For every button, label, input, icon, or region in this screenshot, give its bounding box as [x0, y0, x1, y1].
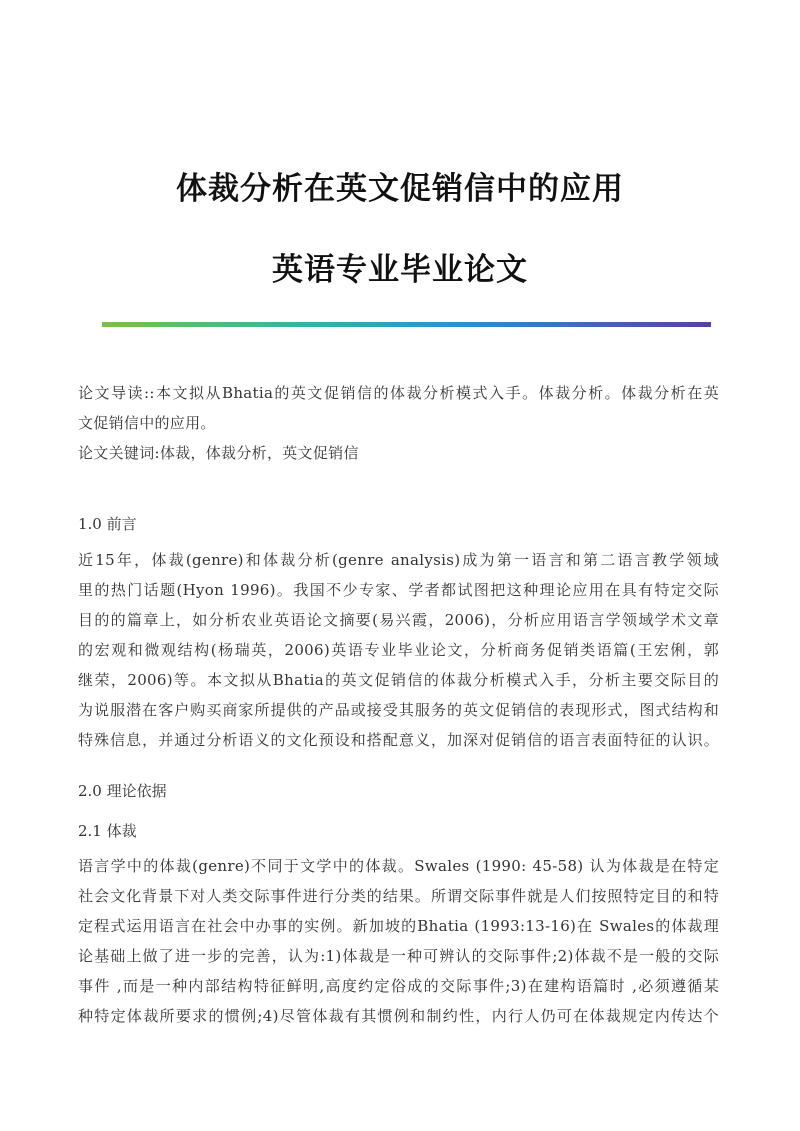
paragraph-line: 为说服潜在客户购买商家所提供的产品或接受其服务的英文促销信的表现形式，图式结构和 [78, 701, 719, 719]
section-heading-genre: 2.1 体裁 [78, 822, 137, 840]
paragraph-line: 语言学中的体裁(genre)不同于文学中的体裁。Swales (1990: 45-58) 认为体裁是在特定 [78, 857, 719, 875]
section-genre-body [78, 851, 719, 1031]
paragraph-line: 近15年，体裁(genre)和体裁分析(genre analysis)成为第一语言和第二语言教学领域 [78, 551, 719, 569]
section-heading-intro: 1.0 前言 [78, 515, 137, 533]
document-title: 体裁分析在英文促销信中的应用 [176, 171, 624, 207]
paragraph-line: 里的热门话题(Hyon 1996)。我国不少专家、学者都试图把这种理论应用在具有特定交际 [78, 581, 719, 599]
document-subtitle: 英语专业毕业论文 [272, 252, 528, 288]
section-intro-body [78, 545, 719, 755]
abstract [78, 378, 719, 468]
paragraph-line: 事件 ,而是一种内部结构特征鲜明,高度约定俗成的交际事件;3)在建构语篇时 ,必须遵循某 [78, 977, 719, 995]
abstract-line: 论文导读::本文拟从Bhatia的英文促销信的体裁分析模式入手。体裁分析。体裁分析在英 [78, 384, 719, 402]
paragraph-line: 种特定体裁所要求的惯例;4)尽管体裁有其惯例和制约性，内行人仍可在体裁规定内传达个 [78, 1007, 719, 1025]
abstract-line: 文促销信中的应用。 [78, 414, 216, 432]
keywords: 论文关键词:体裁，体裁分析，英文促销信 [78, 444, 359, 462]
paragraph-line: 论基础上做了进一步的完善，认为:1)体裁是一种可辨认的交际事件;2)体裁不是一般的交际 [78, 947, 719, 965]
paragraph-line: 社会文化背景下对人类交际事件进行分类的结果。所谓交际事件就是人们按照特定目的和特 [78, 887, 719, 905]
gradient-divider [102, 322, 711, 327]
paragraph-line: 目的的篇章上，如分析农业英语论文摘要(易兴霞，2006)，分析应用语言学领域学术文章 [78, 611, 719, 629]
paragraph-line: 的宏观和微观结构(杨瑞英，2006)英语专业毕业论文，分析商务促销类语篇(王宏俐，郭 [78, 641, 719, 659]
paragraph-line: 特殊信息，并通过分析语义的文化预设和搭配意义，加深对促销信的语言表面特征的认识。 [78, 731, 719, 749]
paragraph-line: 定程式运用语言在社会中办事的实例。新加坡的Bhatia (1993:13-16)在 Swales的体裁理 [78, 917, 719, 935]
section-heading-theory: 2.0 理论依据 [78, 782, 167, 800]
paragraph-line: 继荣，2006)等。本文拟从Bhatia的英文促销信的体裁分析模式入手，分析主要交际目的 [78, 671, 719, 689]
